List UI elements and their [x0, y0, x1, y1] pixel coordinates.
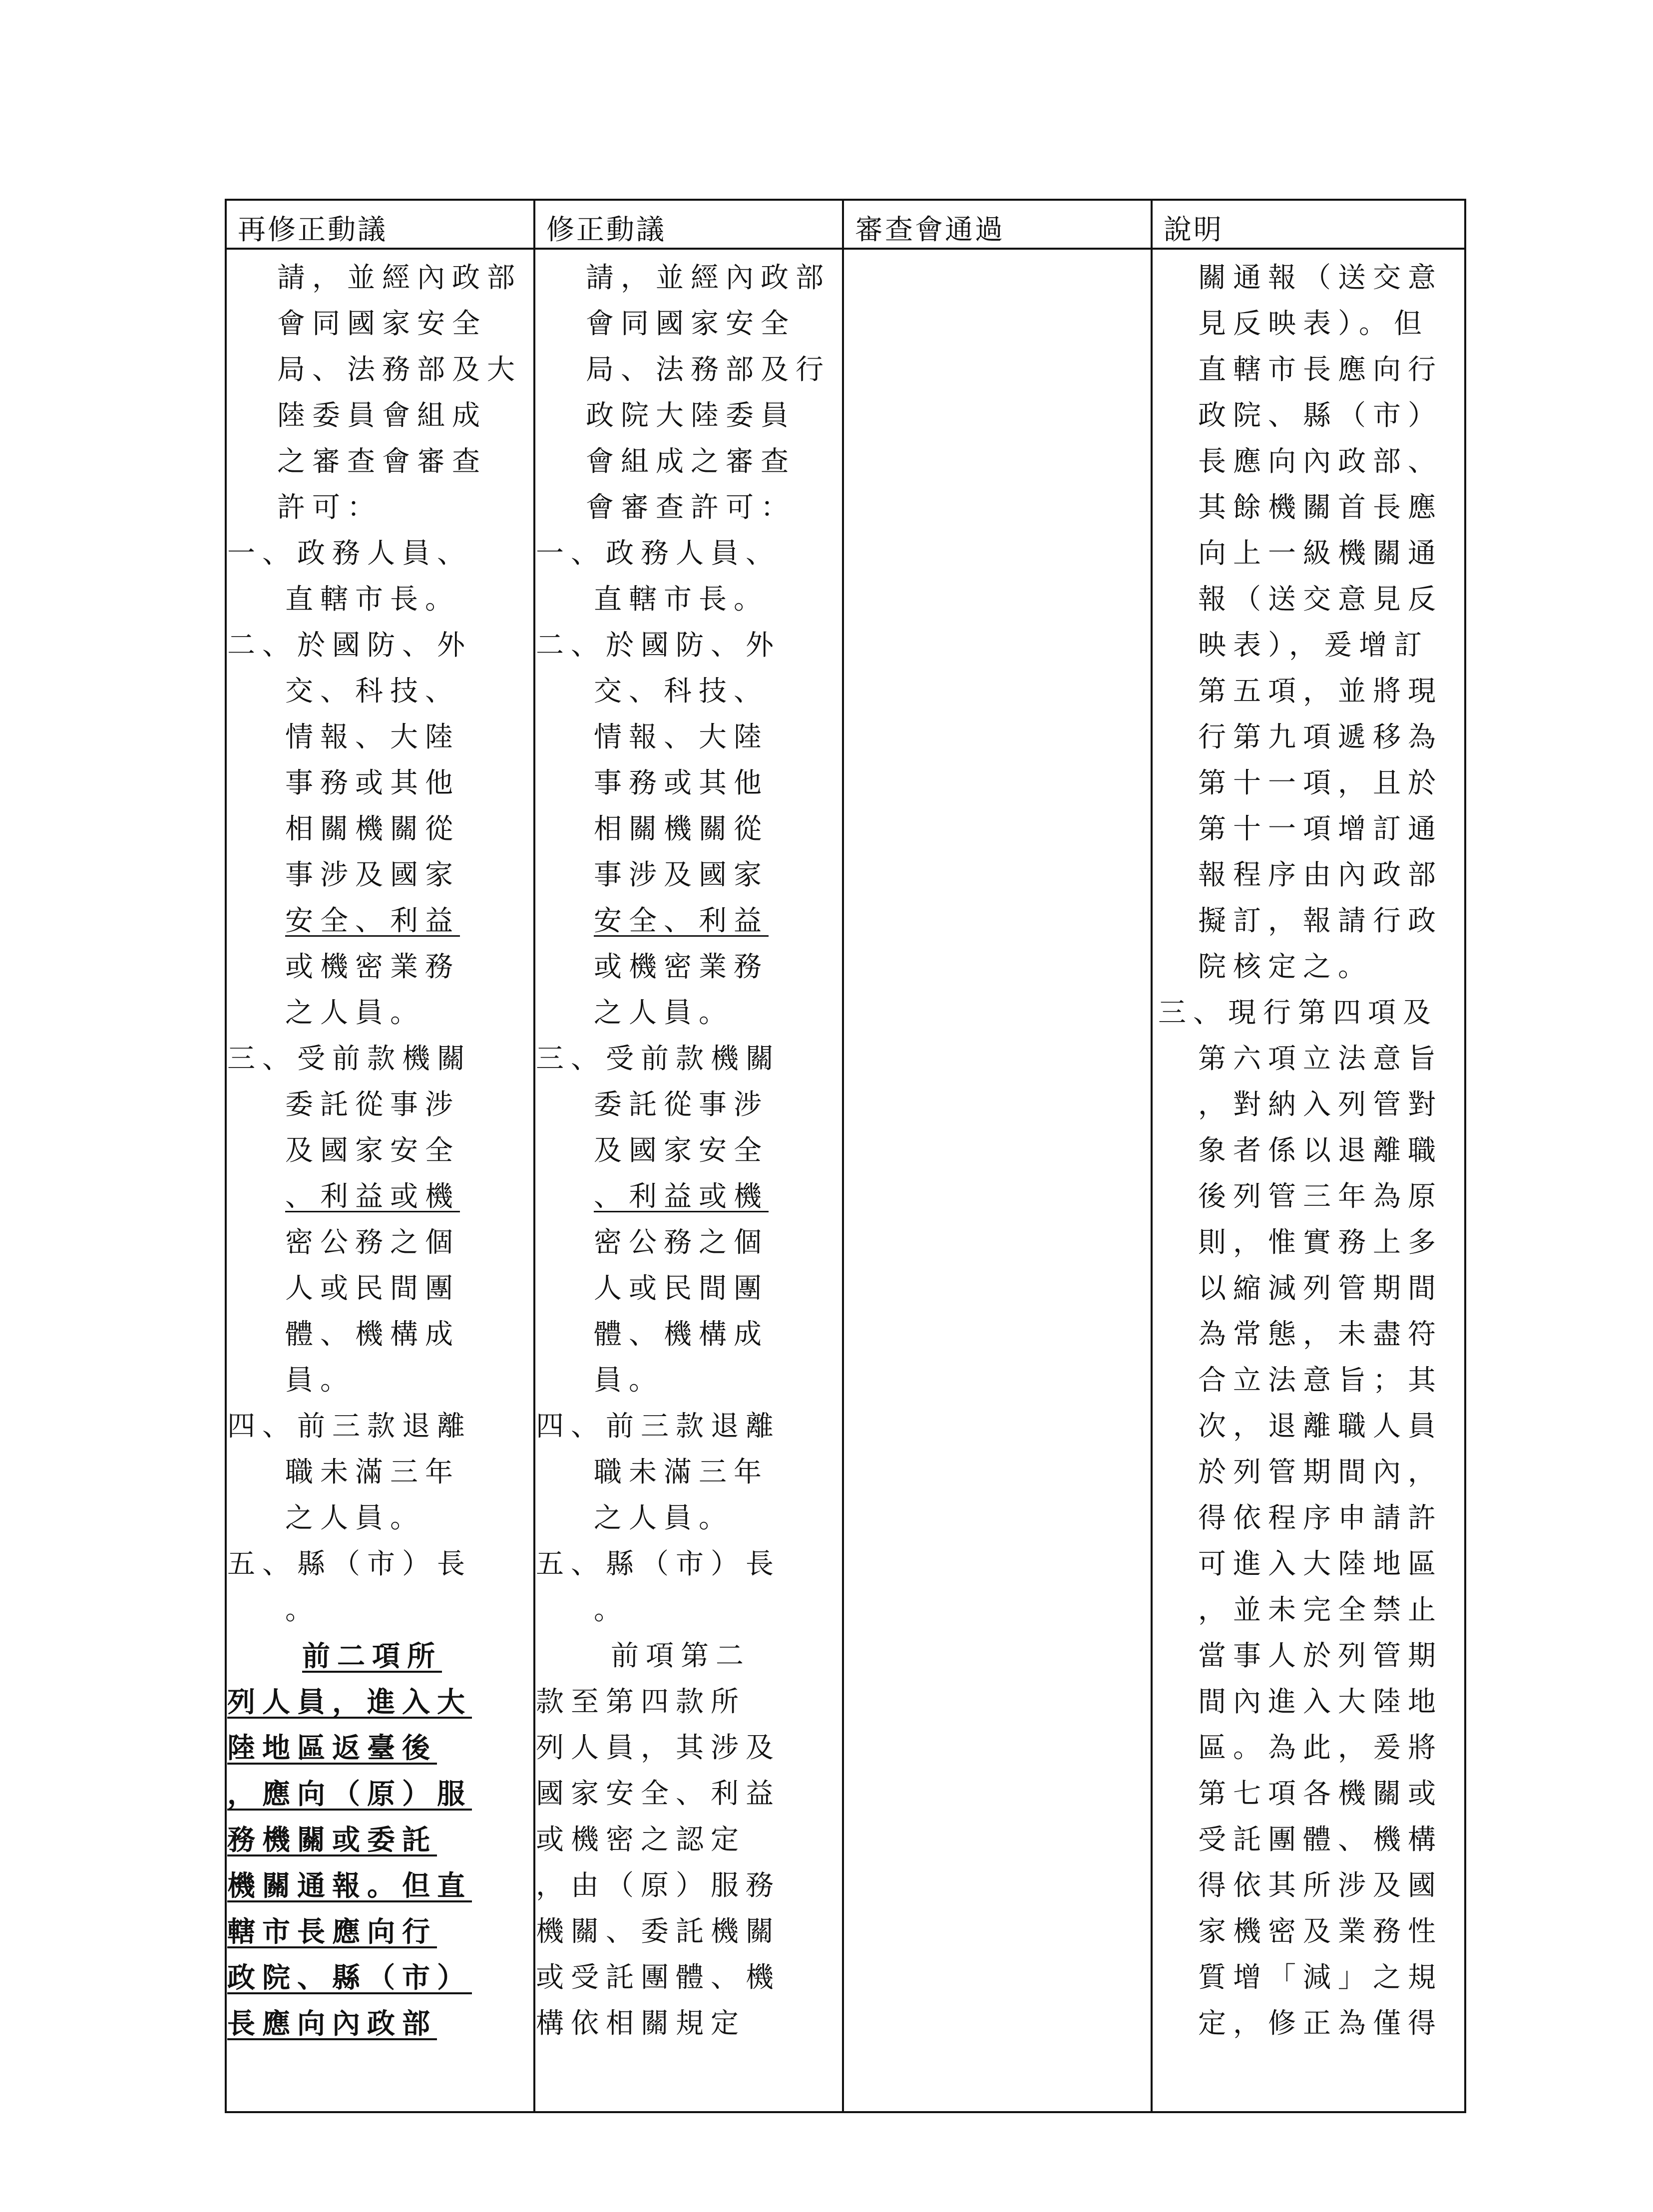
list-item: 三、受前款機關 委託從事涉 及國家安全 、利益或機 密公務之個 人或民間團 體、機構成 員。 [536, 1043, 781, 1397]
cell-explanation [1152, 249, 1465, 2112]
header-explanation: 說明 [1152, 200, 1465, 249]
bold-amended-paragraph: 前二項所 列人員，進入大 陸地區返臺後 ，應向（原）服 務機關或委託 機關通報。但直 轄市長應向行 政院、縣（市） 長應向內政部 [227, 1640, 472, 2040]
list-item: 一、政務人員、 直轄市長。 [227, 537, 472, 616]
cell-amendment [534, 249, 843, 2112]
list-item: 四、前三款退離 職未滿三年 之人員。 [536, 1410, 781, 1534]
table-body-row [226, 249, 1465, 2112]
header-further-amendment: 再修正動議 [226, 200, 534, 249]
comparison-table [225, 199, 1466, 2113]
intro-paragraph: 請，並經內政部 會同國家安全 局、法務部及大 陸委員會組成 之審查會審查 許可： [277, 262, 522, 524]
list-item: 一、政務人員、 直轄市長。 [536, 537, 781, 616]
amended-paragraph: 前項第二 款至第四款所 列人員，其涉及 國家安全、利益 或機密之認定 ，由（原）服務 機關、委託機關 或受託團體、機 構依相關規定 [536, 1640, 781, 2040]
header-amendment: 修正動議 [534, 200, 843, 249]
list-item: 二、於國防、外 交、科技、 情報、大陸 事務或其他 相關機關從 事涉及國家 安全、利益 或機密業務 之人員。 [536, 629, 781, 1029]
explanation-item-three: 三、現行第四項及 第六項立法意旨 ，對納入列管對 象者係以退離職 後列管三年為原 則，惟實務上多 以縮減列管期間 為常態，未盡符 合立法意旨；其 次，退離職人員 於列管期間內， 得依程序申請許 可進入大陸地區 ，並未完全禁止 當事人於列管期 間內進入大陸地 區。為此，爰將 第七項各機關或 受託團體、機構 得依其所涉及國 家機密及業務性 質增「減」之規 定，修正為僅得 [1158, 997, 1443, 2040]
list-item: 二、於國防、外 交、科技、 情報、大陸 事務或其他 相關機關從 事涉及國家 安全、利益 或機密業務 之人員。 [227, 629, 472, 1029]
table-header-row [226, 200, 1465, 249]
cell-further-amendment [226, 249, 534, 2112]
intro-paragraph: 請，並經內政部 會同國家安全 局、法務部及行 政院大陸委員 會組成之審查 會審查許可： [586, 262, 830, 524]
list-item: 三、受前款機關 委託從事涉 及國家安全 、利益或機 密公務之個 人或民間團 體、機構成 員。 [227, 1043, 472, 1397]
list-item: 四、前三款退離 職未滿三年 之人員。 [227, 1410, 472, 1534]
explanation-continued-paragraph: 關通報（送交意 見反映表）。但 直轄市長應向行 政院、縣（市） 長應向內政部、 其餘機關首長應 向上一級機關通 報（送交意見反 映表），爰增訂 第五項，並將現 行第九項遞移為 第十一項，且於 第十一項增訂通 報程序由內政部 擬訂，報請行政 院核定之。 [1198, 262, 1443, 983]
cell-committee-passed [843, 249, 1152, 2112]
list-item: 五、縣（市）長 。 [227, 1548, 472, 1626]
list-item: 五、縣（市）長 。 [536, 1548, 781, 1626]
header-committee-passed: 審查會通過 [843, 200, 1152, 249]
